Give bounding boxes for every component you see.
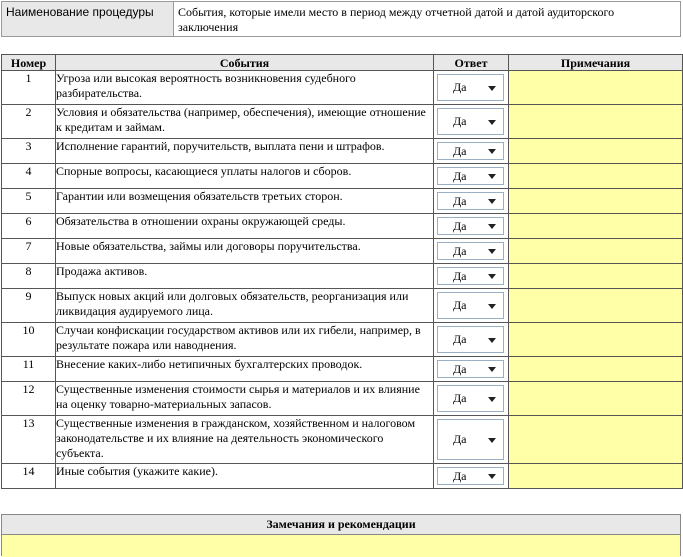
row-event: Существенные изменения стоимости сырья и материалов и их влияние на оценку товарно-материальных запасов. — [56, 382, 434, 416]
table-row — [2, 189, 683, 214]
chevron-down-icon[interactable] — [488, 120, 496, 125]
table-row — [2, 357, 683, 382]
row-number: 10 — [2, 323, 56, 357]
chevron-down-icon[interactable] — [488, 338, 496, 343]
answer-dropdown[interactable] — [437, 385, 504, 412]
row-answer-cell — [434, 323, 509, 357]
row-answer-cell — [434, 105, 509, 139]
row-answer-cell — [434, 189, 509, 214]
row-notes-input[interactable] — [509, 239, 683, 264]
row-answer-cell — [434, 264, 509, 289]
row-event: Исполнение гарантий, поручительств, выплата пени и штрафов. — [56, 139, 434, 164]
row-event: Спорные вопросы, касающиеся уплаты налогов и сборов. — [56, 164, 434, 189]
row-answer-cell — [434, 239, 509, 264]
answer-dropdown[interactable] — [437, 74, 504, 101]
chevron-down-icon[interactable] — [488, 274, 496, 279]
answer-dropdown[interactable] — [437, 326, 504, 353]
answer-dropdown[interactable] — [437, 267, 504, 285]
row-notes-input[interactable] — [509, 105, 683, 139]
row-event: Иные события (укажите какие). — [56, 464, 434, 489]
row-answer-cell — [434, 357, 509, 382]
answer-dropdown[interactable] — [437, 292, 504, 319]
header-answer: Ответ — [434, 55, 509, 71]
procedure-label: Наименование процедуры — [2, 2, 174, 36]
header-notes: Примечания — [509, 55, 683, 71]
table-row — [2, 105, 683, 139]
answer-dropdown[interactable] — [437, 467, 504, 485]
row-event: Существенные изменения в гражданском, хозяйственном и налоговом законодательстве и их влияние на деятельность экономического субъекта. — [56, 416, 434, 464]
table-row — [2, 139, 683, 164]
answer-dropdown[interactable] — [437, 167, 504, 185]
row-number: 6 — [2, 214, 56, 239]
row-number: 3 — [2, 139, 56, 164]
row-notes-input[interactable] — [509, 71, 683, 105]
answer-value: Да — [453, 432, 467, 446]
row-answer-cell — [434, 464, 509, 489]
row-number: 14 — [2, 464, 56, 489]
answer-value: Да — [453, 218, 467, 233]
answer-value: Да — [453, 391, 467, 405]
chevron-down-icon[interactable] — [488, 304, 496, 309]
row-number: 7 — [2, 239, 56, 264]
row-notes-input[interactable] — [509, 289, 683, 323]
row-number: 1 — [2, 71, 56, 105]
answer-value: Да — [453, 243, 467, 258]
procedure-value: События, которые имели место в период между отчетной датой и датой аудиторского заключения — [178, 5, 615, 34]
events-table — [1, 54, 683, 489]
row-number: 8 — [2, 264, 56, 289]
table-header-row — [2, 55, 683, 71]
row-event: Внесение каких-либо нетипичных бухгалтерских проводок. — [56, 357, 434, 382]
answer-value: Да — [453, 168, 467, 183]
row-answer-cell — [434, 214, 509, 239]
row-answer-cell — [434, 416, 509, 464]
chevron-down-icon[interactable] — [488, 249, 496, 254]
answer-dropdown[interactable] — [437, 192, 504, 210]
header-number: Номер — [2, 55, 56, 71]
row-notes-input[interactable] — [509, 323, 683, 357]
row-number: 11 — [2, 357, 56, 382]
answer-dropdown[interactable] — [437, 142, 504, 160]
answer-value: Да — [453, 80, 467, 94]
table-row — [2, 289, 683, 323]
row-answer-cell — [434, 382, 509, 416]
table-row — [2, 71, 683, 105]
chevron-down-icon[interactable] — [488, 149, 496, 154]
row-event: Угроза или высокая вероятность возникновения судебного разбирательства. — [56, 71, 434, 105]
table-row — [2, 323, 683, 357]
row-notes-input[interactable] — [509, 139, 683, 164]
chevron-down-icon[interactable] — [488, 86, 496, 91]
answer-dropdown[interactable] — [437, 242, 504, 260]
table-row — [2, 164, 683, 189]
answer-dropdown[interactable] — [437, 108, 504, 135]
table-row — [2, 382, 683, 416]
chevron-down-icon[interactable] — [488, 474, 496, 479]
header-events: События — [56, 55, 434, 71]
row-notes-input[interactable] — [509, 189, 683, 214]
table-row — [2, 264, 683, 289]
chevron-down-icon[interactable] — [488, 367, 496, 372]
row-event: Выпуск новых акций или долговых обязательств, реорганизация или ликвидация аудируемого лица. — [56, 289, 434, 323]
row-notes-input[interactable] — [509, 164, 683, 189]
row-event: Условия и обязательства (например, обеспечения), имеющие отношение к кредитам и займам. — [56, 105, 434, 139]
chevron-down-icon[interactable] — [488, 438, 496, 443]
row-event: Гарантии или возмещения обязательств третьих сторон. — [56, 189, 434, 214]
table-row — [2, 214, 683, 239]
row-number: 4 — [2, 164, 56, 189]
row-answer-cell — [434, 164, 509, 189]
answer-dropdown[interactable] — [437, 217, 504, 235]
row-number: 13 — [2, 416, 56, 464]
answer-value: Да — [453, 361, 467, 376]
row-number: 5 — [2, 189, 56, 214]
row-notes-input[interactable] — [509, 264, 683, 289]
chevron-down-icon[interactable] — [488, 174, 496, 179]
row-number: 12 — [2, 382, 56, 416]
answer-value: Да — [453, 268, 467, 283]
answer-value: Да — [453, 332, 467, 346]
row-event: Случаи конфискации государством активов или их гибели, например, в результате пожара или наводнения. — [56, 323, 434, 357]
answer-value: Да — [453, 143, 467, 158]
answer-value: Да — [453, 298, 467, 312]
row-event: Обязательства в отношении охраны окружающей среды. — [56, 214, 434, 239]
table-row — [2, 464, 683, 489]
row-answer-cell — [434, 139, 509, 164]
procedure-block — [1, 1, 681, 37]
remarks-title: Замечания и рекомендации — [2, 515, 680, 535]
row-notes-input[interactable] — [509, 214, 683, 239]
remarks-input[interactable] — [2, 535, 680, 557]
remarks-block — [1, 514, 681, 556]
row-event: Новые обязательства, займы или договоры поручительства. — [56, 239, 434, 264]
row-answer-cell — [434, 289, 509, 323]
table-row — [2, 416, 683, 464]
chevron-down-icon[interactable] — [488, 199, 496, 204]
answer-dropdown[interactable] — [437, 419, 504, 460]
chevron-down-icon[interactable] — [488, 397, 496, 402]
answer-value: Да — [453, 114, 467, 128]
row-number: 2 — [2, 105, 56, 139]
row-event: Продажа активов. — [56, 264, 434, 289]
table-row — [2, 239, 683, 264]
row-notes-input[interactable] — [509, 357, 683, 382]
row-notes-input[interactable] — [509, 416, 683, 464]
chevron-down-icon[interactable] — [488, 224, 496, 229]
row-notes-input[interactable] — [509, 382, 683, 416]
row-number: 9 — [2, 289, 56, 323]
row-notes-input[interactable] — [509, 464, 683, 489]
row-answer-cell — [434, 71, 509, 105]
answer-dropdown[interactable] — [437, 360, 504, 378]
answer-value: Да — [453, 193, 467, 208]
answer-value: Да — [453, 468, 467, 483]
